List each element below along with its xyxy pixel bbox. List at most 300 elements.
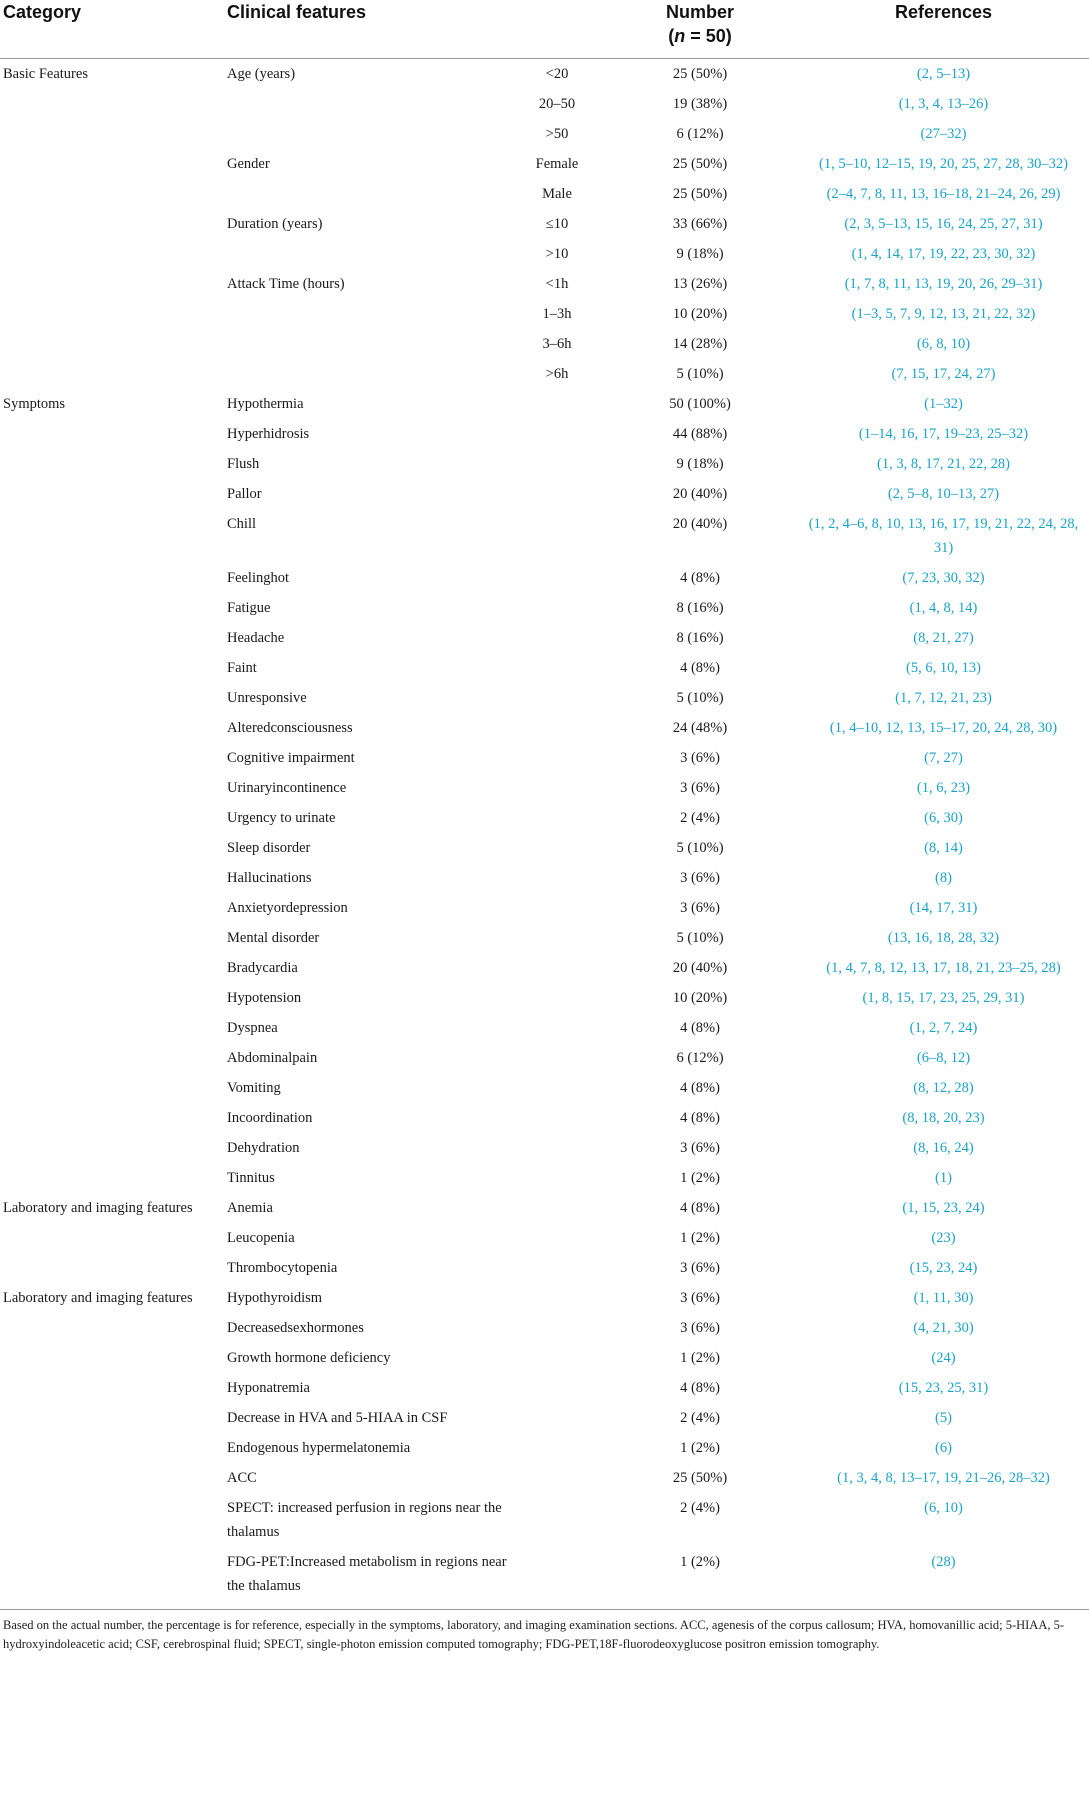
category-cell xyxy=(0,623,222,653)
references-cell[interactable]: (23) xyxy=(931,1230,956,1246)
subgroup-cell xyxy=(512,449,602,479)
table-row xyxy=(0,1133,1089,1163)
references-cell[interactable]: (1, 4, 7, 8, 12, 13, 17, 18, 21, 23–25, 28) xyxy=(826,960,1061,976)
category-cell xyxy=(0,89,222,119)
subgroup-cell xyxy=(512,1313,602,1343)
category-cell xyxy=(0,119,222,149)
category-cell xyxy=(0,983,222,1013)
references-cell[interactable]: (1–3, 5, 7, 9, 12, 13, 21, 22, 32) xyxy=(851,306,1036,322)
table-row xyxy=(0,983,1089,1013)
references-cell[interactable]: (8, 16, 24) xyxy=(913,1140,974,1156)
table-row xyxy=(0,299,1089,329)
feature-cell: Alteredconsciousness xyxy=(227,720,353,736)
feature-cell: Chill xyxy=(227,516,257,532)
table-row xyxy=(0,713,1089,743)
table-row xyxy=(0,563,1089,593)
references-cell[interactable]: (8) xyxy=(935,870,952,886)
category-cell xyxy=(0,683,222,713)
subgroup-cell xyxy=(512,953,602,983)
category-cell xyxy=(0,833,222,863)
number-cell: 20 (40%) xyxy=(672,486,728,502)
category-cell xyxy=(0,239,222,269)
category-cell xyxy=(0,563,222,593)
number-cell: 4 (8%) xyxy=(680,1110,720,1126)
subgroup-cell: <20 xyxy=(545,66,569,82)
category-cell xyxy=(0,803,222,833)
category-cell xyxy=(0,149,222,179)
category-cell xyxy=(0,923,222,953)
category-cell xyxy=(0,1253,222,1283)
references-cell[interactable]: (28) xyxy=(931,1554,956,1570)
table-row xyxy=(0,1343,1089,1373)
header-category: Category xyxy=(3,2,82,22)
number-cell: 44 (88%) xyxy=(672,426,728,442)
subgroup-cell xyxy=(512,593,602,623)
number-cell: 2 (4%) xyxy=(680,810,720,826)
number-cell: 14 (28%) xyxy=(672,336,728,352)
table-row xyxy=(0,1283,1089,1313)
category-cell xyxy=(0,1043,222,1073)
table-row xyxy=(0,119,1089,149)
feature-cell: Duration (years) xyxy=(227,216,323,232)
table-row xyxy=(0,623,1089,653)
table-row xyxy=(0,149,1089,179)
references-cell[interactable]: (1, 4, 8, 14) xyxy=(909,600,978,616)
subgroup-cell xyxy=(512,1493,602,1547)
category-cell xyxy=(0,209,222,239)
feature-cell: Hypothermia xyxy=(227,396,304,412)
feature-cell: Leucopenia xyxy=(227,1230,295,1246)
number-cell: 5 (10%) xyxy=(676,930,724,946)
subgroup-cell xyxy=(512,983,602,1013)
number-cell: 6 (12%) xyxy=(676,126,724,142)
number-cell: 9 (18%) xyxy=(676,246,724,262)
subgroup-cell: ≤10 xyxy=(545,216,569,232)
number-cell: 3 (6%) xyxy=(680,1290,720,1306)
subgroup-cell: Female xyxy=(535,156,579,172)
subgroup-cell xyxy=(512,683,602,713)
category-cell xyxy=(0,1103,222,1133)
references-cell[interactable]: (1, 4, 14, 17, 19, 22, 23, 30, 32) xyxy=(851,246,1036,262)
table-row xyxy=(0,593,1089,623)
category-cell: Laboratory and imaging features xyxy=(3,1200,193,1216)
number-cell: 3 (6%) xyxy=(680,1320,720,1336)
table-row xyxy=(0,269,1089,299)
feature-cell: Bradycardia xyxy=(227,960,298,976)
subgroup-cell: 3–6h xyxy=(542,336,572,352)
category-cell xyxy=(0,1073,222,1103)
category-cell xyxy=(0,1493,222,1547)
feature-cell: Unresponsive xyxy=(227,690,307,706)
number-cell: 6 (12%) xyxy=(676,1050,724,1066)
references-cell[interactable]: (4, 21, 30) xyxy=(913,1320,974,1336)
feature-cell: Decrease in HVA and 5-HIAA in CSF xyxy=(227,1410,448,1426)
category-cell xyxy=(0,1163,222,1193)
table-row xyxy=(0,509,1089,563)
category-cell xyxy=(0,419,222,449)
feature-cell xyxy=(222,179,512,209)
category-cell xyxy=(0,1463,222,1493)
table-header xyxy=(0,0,1089,59)
header-row xyxy=(0,0,1089,59)
references-cell[interactable]: (1, 4–10, 12, 13, 15–17, 20, 24, 28, 30) xyxy=(829,720,1058,736)
references-cell[interactable]: (1, 2, 4–6, 8, 10, 13, 16, 17, 19, 21, 22, 24, 28, 31) xyxy=(808,516,1079,556)
category-cell xyxy=(0,1403,222,1433)
subgroup-cell xyxy=(512,863,602,893)
number-cell: 3 (6%) xyxy=(680,870,720,886)
category-cell xyxy=(0,449,222,479)
number-cell: 25 (50%) xyxy=(672,156,728,172)
number-cell: 25 (50%) xyxy=(672,66,728,82)
references-cell[interactable]: (6) xyxy=(935,1440,952,1456)
subgroup-cell xyxy=(512,1283,602,1313)
table-row xyxy=(0,419,1089,449)
feature-cell: Sleep disorder xyxy=(227,840,311,856)
number-cell: 3 (6%) xyxy=(680,780,720,796)
category-cell xyxy=(0,1133,222,1163)
feature-cell: Hyponatremia xyxy=(227,1380,310,1396)
number-cell: 2 (4%) xyxy=(680,1500,720,1516)
references-cell[interactable]: (8, 18, 20, 23) xyxy=(902,1110,985,1126)
subgroup-cell xyxy=(512,1463,602,1493)
category-cell xyxy=(0,1547,222,1601)
category-cell xyxy=(0,743,222,773)
number-cell: 25 (50%) xyxy=(672,186,728,202)
feature-cell: Fatigue xyxy=(227,600,271,616)
feature-cell: Anemia xyxy=(227,1200,273,1216)
subgroup-cell xyxy=(512,563,602,593)
feature-cell: Dehydration xyxy=(227,1140,300,1156)
subgroup-cell xyxy=(512,1013,602,1043)
number-cell: 25 (50%) xyxy=(672,1470,728,1486)
subgroup-cell: 20–50 xyxy=(538,96,576,112)
category-cell xyxy=(0,773,222,803)
references-cell[interactable]: (1, 5–10, 12–15, 19, 20, 25, 27, 28, 30–32) xyxy=(819,156,1068,172)
table-footnote: Based on the actual number, the percentage is for reference, especially in the symptoms, laboratory, and imaging examination sections. ACC, agenesis of the corpus callosum; HVA, homovanillic acid; 5-HIAA, 5-hydroxyindoleacetic acid; CSF, cerebrospinal fluid; SPECT, single-photon emission computed tomography; FDG-PET,18F-fluorodeoxyglucose positron emission tomography. xyxy=(0,1609,1089,1654)
number-cell: 4 (8%) xyxy=(680,1380,720,1396)
subgroup-cell xyxy=(512,1073,602,1103)
number-cell: 1 (2%) xyxy=(680,1554,720,1570)
references-cell[interactable]: (1, 11, 30) xyxy=(913,1290,974,1306)
feature-cell: Incoordination xyxy=(227,1110,313,1126)
category-cell xyxy=(0,479,222,509)
number-cell: 1 (2%) xyxy=(680,1350,720,1366)
table-row xyxy=(0,59,1089,90)
table-row xyxy=(0,1013,1089,1043)
subgroup-cell xyxy=(512,833,602,863)
header-references: References xyxy=(894,2,993,22)
table-row xyxy=(0,1547,1089,1601)
feature-cell xyxy=(222,89,512,119)
number-cell: 5 (10%) xyxy=(676,690,724,706)
subgroup-cell xyxy=(512,479,602,509)
references-cell[interactable]: (1, 3, 4, 8, 13–17, 19, 21–26, 28–32) xyxy=(837,1470,1050,1486)
feature-cell: Flush xyxy=(227,456,260,472)
references-cell[interactable]: (2, 5–8, 10–13, 27) xyxy=(887,486,1000,502)
feature-cell: Urgency to urinate xyxy=(227,810,336,826)
subgroup-cell xyxy=(512,419,602,449)
references-cell[interactable]: (2, 5–13) xyxy=(916,66,971,82)
subgroup-cell: 1–3h xyxy=(542,306,572,322)
references-cell[interactable]: (6, 10) xyxy=(924,1500,963,1516)
feature-cell: Hallucinations xyxy=(227,870,312,886)
references-cell[interactable]: (1, 7, 8, 11, 13, 19, 20, 26, 29–31) xyxy=(844,276,1043,292)
table-row xyxy=(0,1493,1089,1547)
number-cell: 3 (6%) xyxy=(680,1140,720,1156)
category-cell xyxy=(0,1313,222,1343)
table-row xyxy=(0,653,1089,683)
references-cell[interactable]: (13, 16, 18, 28, 32) xyxy=(887,930,1000,946)
number-cell: 4 (8%) xyxy=(680,660,720,676)
feature-cell: Hypothyroidism xyxy=(227,1290,323,1306)
feature-cell: Faint xyxy=(227,660,257,676)
feature-cell: ACC xyxy=(227,1470,257,1486)
subgroup-cell xyxy=(512,773,602,803)
table-row xyxy=(0,449,1089,479)
subgroup-cell xyxy=(512,1223,602,1253)
feature-cell xyxy=(222,239,512,269)
number-cell: 1 (2%) xyxy=(680,1170,720,1186)
number-cell: 5 (10%) xyxy=(676,840,724,856)
category-cell xyxy=(0,713,222,743)
category-cell xyxy=(0,953,222,983)
references-cell[interactable]: (1, 7, 12, 21, 23) xyxy=(895,690,992,706)
number-cell: 19 (38%) xyxy=(672,96,728,112)
references-cell[interactable]: (1) xyxy=(935,1170,952,1186)
subgroup-cell xyxy=(512,1403,602,1433)
table-row xyxy=(0,1073,1089,1103)
feature-cell: Mental disorder xyxy=(227,930,320,946)
number-cell: 3 (6%) xyxy=(680,1260,720,1276)
table-row xyxy=(0,1463,1089,1493)
references-cell[interactable]: (6–8, 12) xyxy=(916,1050,971,1066)
subgroup-cell xyxy=(512,509,602,563)
feature-cell: Tinnitus xyxy=(227,1170,275,1186)
table-row xyxy=(0,1103,1089,1133)
number-cell: 50 (100%) xyxy=(669,396,731,412)
table-row xyxy=(0,239,1089,269)
table-row xyxy=(0,1313,1089,1343)
references-cell[interactable]: (5, 6, 10, 13) xyxy=(906,660,981,676)
subgroup-cell xyxy=(512,1547,602,1601)
feature-cell: Anxietyordepression xyxy=(227,900,348,916)
table-row xyxy=(0,389,1089,419)
subgroup-cell xyxy=(512,1433,602,1463)
feature-cell: Endogenous hypermelatonemia xyxy=(227,1440,411,1456)
table-row xyxy=(0,953,1089,983)
feature-cell: Feelinghot xyxy=(227,570,290,586)
subgroup-cell xyxy=(512,1343,602,1373)
category-cell: Laboratory and imaging features xyxy=(3,1290,193,1306)
subgroup-cell: Male xyxy=(542,186,572,202)
subgroup-cell: <1h xyxy=(545,276,569,292)
category-cell xyxy=(0,299,222,329)
table-row xyxy=(0,209,1089,239)
references-cell[interactable]: (8, 12, 28) xyxy=(913,1080,974,1096)
number-cell: 13 (26%) xyxy=(672,276,728,292)
number-cell: 5 (10%) xyxy=(676,366,724,382)
feature-cell: Attack Time (hours) xyxy=(227,276,345,292)
number-cell: 8 (16%) xyxy=(676,630,724,646)
references-cell[interactable]: (6, 30) xyxy=(924,810,963,826)
feature-cell: Vomiting xyxy=(227,1080,281,1096)
feature-cell: Dyspnea xyxy=(227,1020,278,1036)
table-row xyxy=(0,179,1089,209)
feature-cell xyxy=(222,119,512,149)
category-cell xyxy=(0,893,222,923)
number-cell: 10 (20%) xyxy=(672,306,728,322)
number-cell: 9 (18%) xyxy=(676,456,724,472)
category-cell: Basic Features xyxy=(3,66,88,82)
table-row xyxy=(0,1253,1089,1283)
table-row xyxy=(0,923,1089,953)
feature-cell xyxy=(222,329,512,359)
number-cell: 4 (8%) xyxy=(680,1080,720,1096)
table-row xyxy=(0,1163,1089,1193)
category-cell: Symptoms xyxy=(3,396,66,412)
number-cell: 8 (16%) xyxy=(676,600,724,616)
references-cell[interactable]: (2, 3, 5–13, 15, 16, 24, 25, 27, 31) xyxy=(844,216,1043,232)
feature-cell: Decreasedsexhormones xyxy=(227,1320,364,1336)
references-cell[interactable]: (1–32) xyxy=(924,396,963,412)
subgroup-cell xyxy=(512,1193,602,1223)
feature-cell: Gender xyxy=(227,156,270,172)
references-cell[interactable]: (7, 15, 17, 24, 27) xyxy=(891,366,996,382)
header-number xyxy=(602,0,798,59)
feature-cell: Headache xyxy=(227,630,285,646)
references-cell[interactable]: (6, 8, 10) xyxy=(916,336,971,352)
table-body xyxy=(0,59,1089,1602)
table-row xyxy=(0,683,1089,713)
references-cell[interactable]: (8, 14) xyxy=(924,840,963,856)
references-cell[interactable]: (2–4, 7, 8, 11, 13, 16–18, 21–24, 26, 29) xyxy=(826,186,1061,202)
number-cell: 1 (2%) xyxy=(680,1230,720,1246)
category-cell xyxy=(0,179,222,209)
table-row xyxy=(0,773,1089,803)
references-cell[interactable]: (14, 17, 31) xyxy=(909,900,978,916)
references-cell[interactable]: (1, 8, 15, 17, 23, 25, 29, 31) xyxy=(862,990,1025,1006)
table-row xyxy=(0,1403,1089,1433)
number-cell: 3 (6%) xyxy=(680,750,720,766)
category-cell xyxy=(0,593,222,623)
table-row xyxy=(0,329,1089,359)
feature-cell: FDG-PET:Increased metabolism in regions near the thalamus xyxy=(227,1554,507,1594)
references-cell[interactable]: (5) xyxy=(935,1410,952,1426)
feature-cell: SPECT: increased perfusion in regions near the thalamus xyxy=(227,1500,502,1540)
number-cell: 3 (6%) xyxy=(680,900,720,916)
category-cell xyxy=(0,1013,222,1043)
feature-cell: Hypotension xyxy=(227,990,302,1006)
category-cell xyxy=(0,1433,222,1463)
category-cell xyxy=(0,1223,222,1253)
header-clinical-features: Clinical features xyxy=(227,2,367,22)
table-row xyxy=(0,1373,1089,1403)
subgroup-cell xyxy=(512,1103,602,1133)
number-cell: 4 (8%) xyxy=(680,1020,720,1036)
references-cell[interactable]: (1, 15, 23, 24) xyxy=(902,1200,985,1216)
number-cell: 33 (66%) xyxy=(672,216,728,232)
header-n-symbol: n xyxy=(674,26,686,46)
feature-cell: Abdominalpain xyxy=(227,1050,318,1066)
subgroup-cell xyxy=(512,803,602,833)
subgroup-cell xyxy=(512,1133,602,1163)
subgroup-cell xyxy=(512,713,602,743)
feature-cell xyxy=(222,299,512,329)
table-row xyxy=(0,863,1089,893)
references-cell[interactable]: (7, 23, 30, 32) xyxy=(902,570,985,586)
category-cell xyxy=(0,653,222,683)
header-number-n: (n = 50) xyxy=(668,26,732,46)
subgroup-cell: >6h xyxy=(545,366,569,382)
subgroup-cell xyxy=(512,923,602,953)
number-cell: 24 (48%) xyxy=(672,720,728,736)
category-cell xyxy=(0,1343,222,1373)
references-cell[interactable]: (1–14, 16, 17, 19–23, 25–32) xyxy=(858,426,1029,442)
category-cell xyxy=(0,359,222,389)
table-row xyxy=(0,1043,1089,1073)
references-cell[interactable]: (27–32) xyxy=(920,126,967,142)
subgroup-cell xyxy=(512,1373,602,1403)
feature-cell: Urinaryincontinence xyxy=(227,780,347,796)
table-row xyxy=(0,359,1089,389)
number-cell: 20 (40%) xyxy=(672,516,728,532)
references-cell[interactable]: (1, 6, 23) xyxy=(916,780,971,796)
table-row xyxy=(0,803,1089,833)
category-cell xyxy=(0,509,222,563)
feature-cell: Cognitive impairment xyxy=(227,750,355,766)
references-cell[interactable]: (24) xyxy=(931,1350,956,1366)
references-cell[interactable]: (1, 2, 7, 24) xyxy=(909,1020,978,1036)
subgroup-cell: >10 xyxy=(545,246,569,262)
subgroup-cell xyxy=(512,743,602,773)
subgroup-cell xyxy=(512,1043,602,1073)
subgroup-cell xyxy=(512,1163,602,1193)
feature-cell: Thrombocytopenia xyxy=(227,1260,338,1276)
subgroup-cell xyxy=(512,893,602,923)
table-row xyxy=(0,1433,1089,1463)
table-row xyxy=(0,89,1089,119)
table-row xyxy=(0,893,1089,923)
category-cell xyxy=(0,863,222,893)
subgroup-cell: >50 xyxy=(545,126,569,142)
table-row xyxy=(0,479,1089,509)
number-cell: 20 (40%) xyxy=(672,960,728,976)
references-cell[interactable]: (1, 3, 8, 17, 21, 22, 28) xyxy=(877,456,1010,472)
category-cell xyxy=(0,269,222,299)
subgroup-cell xyxy=(512,653,602,683)
number-cell: 2 (4%) xyxy=(680,1410,720,1426)
feature-cell: Growth hormone deficiency xyxy=(227,1350,391,1366)
table-row xyxy=(0,833,1089,863)
feature-cell: Hyperhidrosis xyxy=(227,426,310,442)
references-cell[interactable]: (15, 23, 24) xyxy=(909,1260,978,1276)
feature-cell: Age (years) xyxy=(227,66,296,82)
subgroup-cell xyxy=(512,1253,602,1283)
references-cell[interactable]: (7, 27) xyxy=(924,750,963,766)
references-cell[interactable]: (15, 23, 25, 31) xyxy=(898,1380,989,1396)
table-row xyxy=(0,1223,1089,1253)
number-cell: 10 (20%) xyxy=(672,990,728,1006)
category-cell xyxy=(0,1373,222,1403)
feature-cell: Pallor xyxy=(227,486,262,502)
subgroup-cell xyxy=(512,623,602,653)
category-cell xyxy=(0,329,222,359)
references-cell[interactable]: (1, 3, 4, 13–26) xyxy=(898,96,989,112)
references-cell[interactable]: (8, 21, 27) xyxy=(913,630,974,646)
subgroup-cell xyxy=(512,389,602,419)
table-row xyxy=(0,1193,1089,1223)
header-number-label: Number xyxy=(665,2,734,22)
